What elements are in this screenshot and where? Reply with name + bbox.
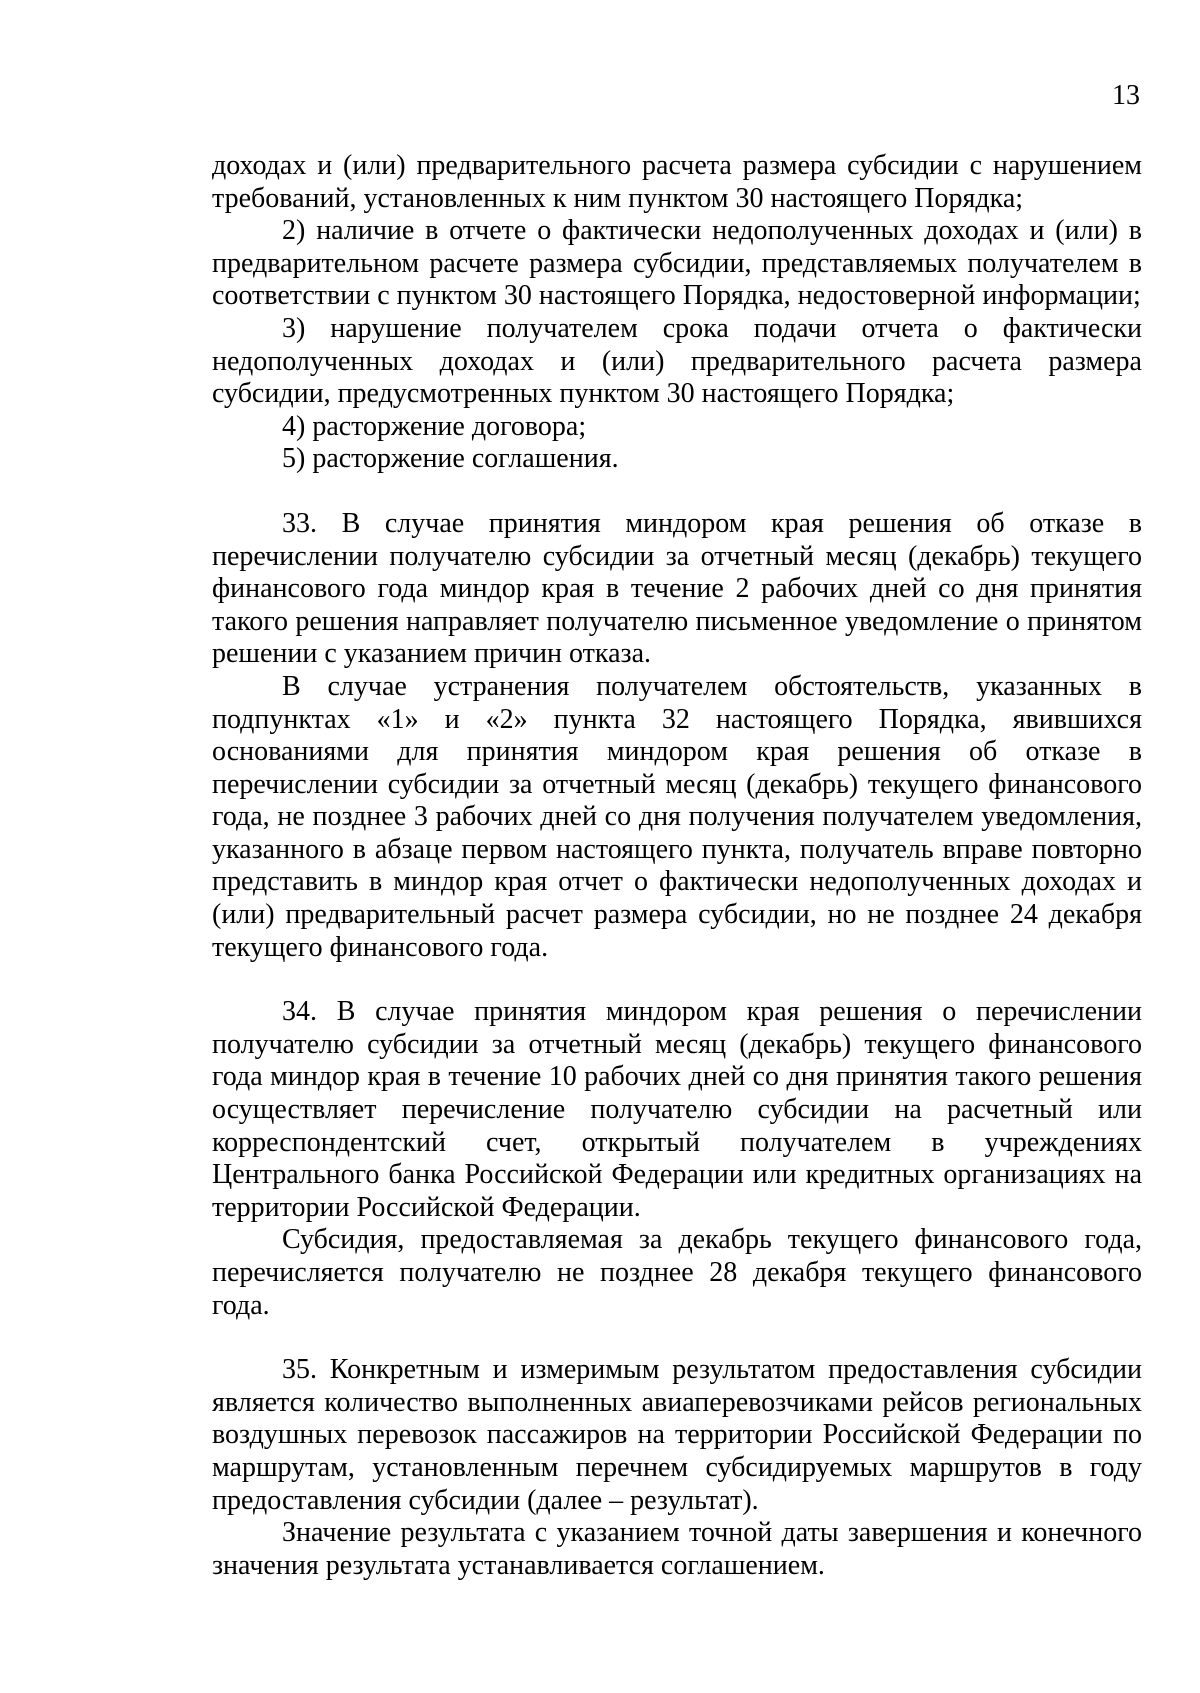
paragraph-section-34-part-2: Субсидия, предоставляемая за декабрь текущего финансового года, перечисляется получателю не позднее 28 декабря текущего финансового года. — [212, 1224, 1142, 1321]
paragraph-item-4: 4) расторжение договора; — [282, 410, 587, 442]
paragraph-section-33: 33. В случае принятия миндором края решения об отказе в перечислении получателю субсидии за отчетный месяц (декабрь) текущего финансового года миндор края в течение 2 рабочих дней со дня принятия такого решения направляет получателю письменное уведомление о принятом решении с указанием причин отказа. — [212, 507, 1142, 670]
paragraph-section-35: 35. Конкретным и измеримым результатом предоставления субсидии является количество выполненных авиаперевозчиками рейсов региональных воздушных перевозок пассажиров на территории Российской Федерации по маршрутам, установленным перечнем субсидируемых маршрутов в году предоставления субсидии (далее – результат). — [212, 1354, 1142, 1516]
paragraph-section-34: 34. В случае принятия миндором края решения о перечислении получателю субсидии за отчетный месяц (декабрь) текущего финансового года миндор края в течение 10 рабочих дней со дня принятия такого решения осуществляет перечисление получателю субсидии на расчетный или корреспондентский счет, открытый получателем в учреждениях Центрального банка Российской Федерации или кредитных организациях на территории Российской Федерации. — [212, 996, 1142, 1223]
page-number: 13 — [1112, 80, 1140, 111]
paragraph-continuation: доходах и (или) предварительного расчета размера субсидии с нарушением требований, установленных к ним пунктом 30 настоящего Порядка; — [212, 150, 1142, 214]
paragraph-item-5: 5) расторжение соглашения. — [282, 443, 619, 475]
document-body — [212, 150, 1142, 1582]
paragraph-section-33-part-2: В случае устранения получателем обстоятельств, указанных в подпунктах «1» и «2» пункта 32 настоящего Порядка, явившихся основаниями для принятия миндором края решения об отказе в перечислении субсидии за отчетный месяц (декабрь) текущего финансового года, не позднее 3 рабочих дней со дня получения получателем уведомления, указанного в абзаце первом настоящего пункта, получатель вправе повторно представить в миндор края отчет о фактически недополученных доходах и (или) предварительный расчет размера субсидии, но не позднее 24 декабря текущего финансового года. — [212, 670, 1142, 963]
paragraph-item-3: 3) нарушение получателем срока подачи отчета о фактически недополученных доходах и (или) предварительного расчета размера субсидии, предусмотренных пунктом 30 настоящего Порядка; — [212, 312, 1142, 410]
paragraph-section-35-part-2: Значение результата с указанием точной даты завершения и конечного значения результата устанавливается соглашением. — [212, 1517, 1142, 1581]
paragraph-item-2: 2) наличие в отчете о фактически недополученных доходах и (или) в предварительном расчете размера субсидии, представляемых получателем в соответствии с пунктом 30 настоящего Порядка, недостоверной информации; — [212, 215, 1142, 312]
